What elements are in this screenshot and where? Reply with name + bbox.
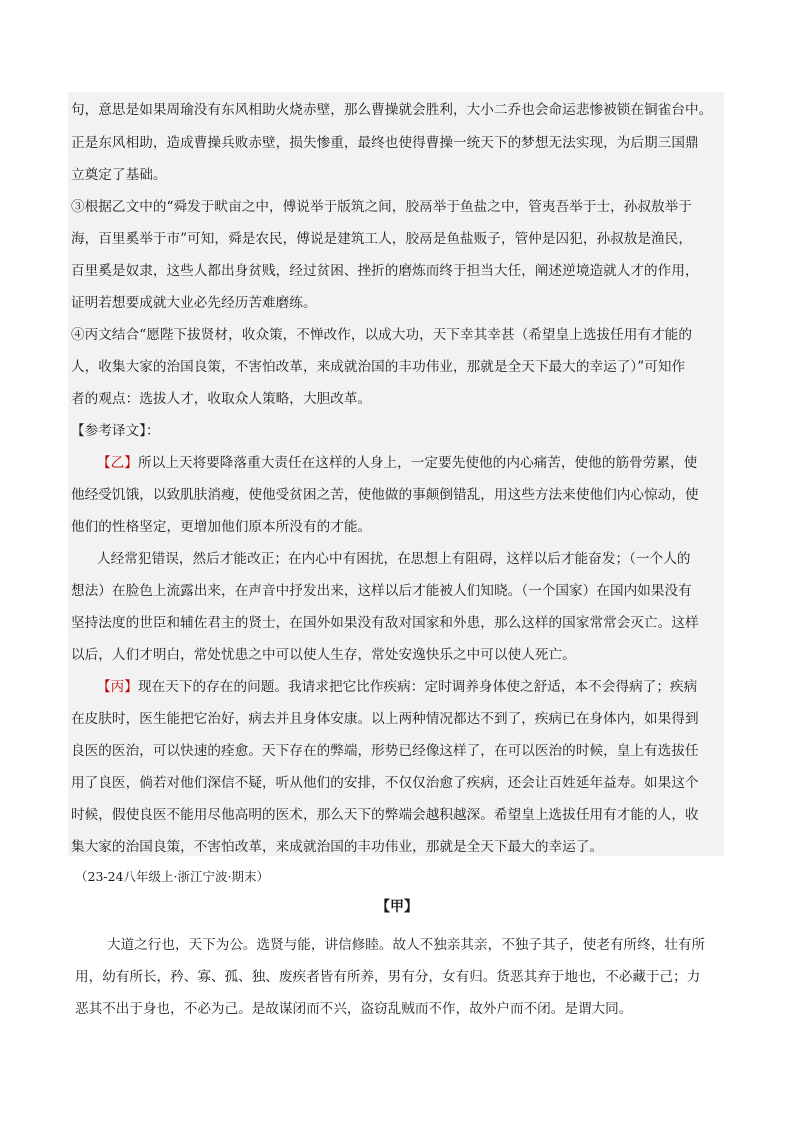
answer-text-line: 正是东风相助，造成曹操兵败赤壁，损失惨重，最终也使得曹操一统天下的梦想无法实现，为后期三国鼎 [71,135,699,151]
passage-heading-jia: 【甲】 [376,899,418,915]
answer-text-line: 他们的性格坚定，更增加他们原本所没有的才能。 [71,519,372,535]
answer-text-line: 海，百里奚举于市”可知，舜是农民，傅说是建筑工人，胶鬲是鱼盐贩子，管仲是囚犯，孙叔敖是渔民， [71,231,692,247]
answer-text-line: 人经常犯错误，然后才能改正；在内心中有困扰，在思想上有阻碍，这样以后才能奋发；（一个人的 [97,551,691,567]
answer-text-line: 者的观点：选拔人才，收取众人策略，大胆改革。 [71,391,372,407]
translation-yi-first-line [97,453,777,473]
passage-text-line: 大道之行也，天下为公。选贤与能，讲信修睦。故人不独亲其亲，不独子其子，使老有所终，壮有所 [107,937,706,953]
answer-text-line: 用了良医，倘若对他们深信不疑，听从他们的安排，不仅仅治愈了疾病，还会让百姓延年益寿。如果这个 [71,775,699,791]
answer-text-line: 他经受饥饿，以致肌肤消瘦，使他受贫困之苦，使他做的事颠倒错乱，用这些方法来使他们内心惊动，使 [71,487,699,503]
answer-text-line: 证明若想要成就大业必先经历苦难磨练。 [71,295,317,311]
answer-text-line: 人，收集大家的治国良策，不害怕改革，来成就治国的丰功伟业，那就是全天下最大的幸运了）”可知作 [71,359,686,375]
answer-text-line: 想法）在脸色上流露出来，在声音中抒发出来，这样以后才能被人们知晓。（一个国家）在国内如果没有 [71,583,692,599]
answer-text-line: ④丙文结合“愿陛下拔贤材，收众策，不惮改作，以成大功，天下幸其幸甚（希望皇上选拔任用有才能的 [71,327,692,343]
answer-text-line: ③根据乙文中的“舜发于畎亩之中，傅说举于版筑之间，胶鬲举于鱼盐之中，管夷吾举于士，孙叔敖举于 [71,199,692,215]
answer-text-line: 在皮肤时，医生能把它治好，病去并且身体安康。以上两种情况都达不到了，疾病已在身体内，如果得到 [71,711,699,727]
answer-text-line: 百里奚是奴隶，这些人都出身贫贱，经过贫困、挫折的磨炼而终于担当大任，阐述逆境造就人才的作用， [71,263,699,279]
answer-text-line: 现在天下的存在的问题。我请求把它比作疾病：定时调养身体使之舒适，本不会得病了；疾病 [137,679,698,695]
passage-text-line: 恶其不出于身也，不必为己。是故谋闭而不兴，盗窃乱贼而不作，故外户而不闭。是谓大同。 [75,1001,633,1017]
passage-marker-yi: 【乙】 [97,455,138,471]
reference-translation-label: 【参考译文】： [71,423,160,439]
question-source: （23-24八年级上·浙江宁波·期末） [75,869,269,884]
passage-marker-bing: 【丙】 [97,679,138,695]
answer-text-line: 集大家的治国良策，不害怕改革，来成就治国的丰功伟业，那就是全天下最大的幸运了。 [71,839,604,855]
passage-text-line: 用，幼有所长，矜、寡、孤、独、废疾者皆有所养，男有分，女有归。货恶其弃于地也，不必藏于己；力 [75,969,701,985]
answer-text-line: 时候，假使良医不能用尽他高明的医术，那么天下的弊端会越积越深。希望皇上选拔任用有才能的人，收 [71,807,699,823]
answer-text-line: 所以上天将要降落重大责任在这样的人身上，一定要先使他的内心痛苦，使他的筋骨劳累，使 [137,455,698,471]
translation-bing-first-line [97,677,777,697]
answer-text-line: 以后，人们才明白，常处忧患之中可以使人生存，常处安逸快乐之中可以使人死亡。 [71,647,576,663]
answer-text-line: 坚持法度的世臣和辅佐君主的贤士，在国外如果没有敌对国家和外患，那么这样的国家常常会灭亡。这样 [71,615,699,631]
answer-text-line: 良医的医治，可以快速的痊愈。天下存在的弊端，形势已经像这样了，在可以医治的时候，皇上有选拔任 [71,743,699,759]
answer-text-line: 立奠定了基础。 [71,167,167,183]
answer-text-line: 句，意思是如果周瑜没有东风相助火烧赤壁，那么曹操就会胜利，大小二乔也会命运悲惨被锁在铜雀台中。 [71,102,713,118]
